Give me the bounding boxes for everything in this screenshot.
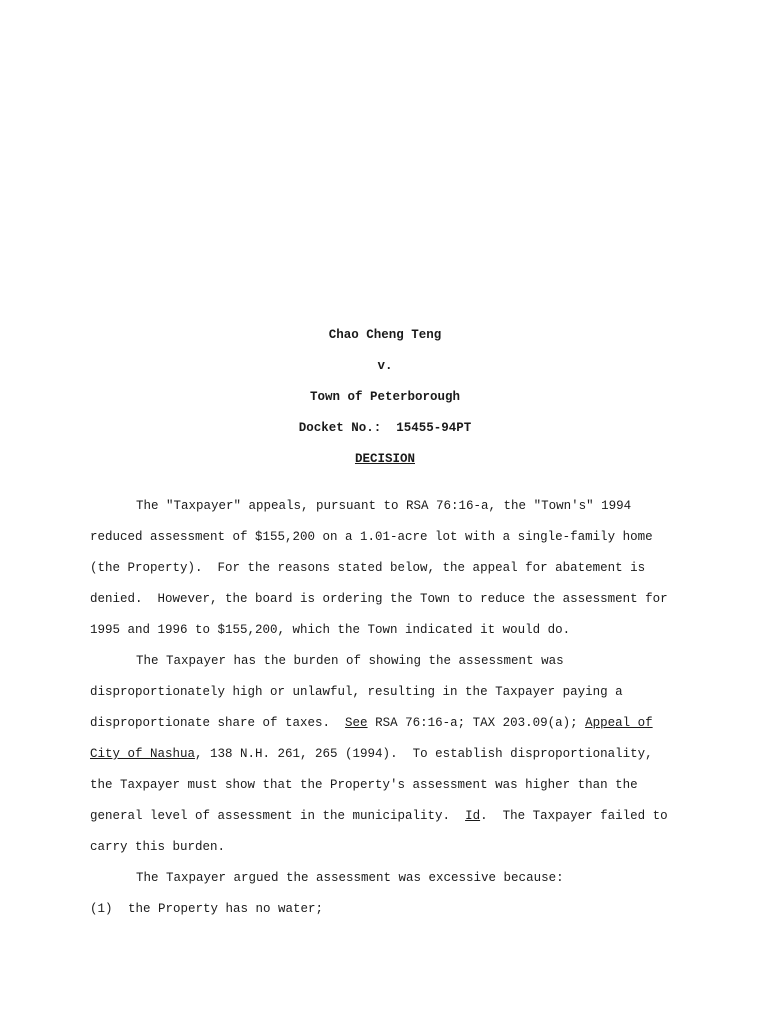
list-item-number: (1) [90,902,113,916]
paragraph-line: The "Taxpayer" appeals, pursuant to RSA 76:16-a, the "Town's" 1994 [136,499,632,513]
decision-heading: DECISION [354,452,415,466]
paragraph-line [90,746,653,762]
paragraph-line: the Taxpayer must show that the Property's assessment was higher than the [90,778,638,792]
list-item-text: the Property has no water; [128,902,324,916]
text-segment: RSA 76:16-a; TAX 203.09(a); [367,716,586,730]
citation-see: See [345,716,368,730]
citation-city: City of Nashua [90,747,196,761]
paragraph-line [90,808,668,824]
paragraph-line [90,715,653,731]
paragraph-line: denied. However, the board is ordering the Town to reduce the assessment for [90,592,668,606]
text-segment: disproportionate share of taxes. [90,716,346,730]
docket-number: Docket No.: 15455-94PT [298,421,472,435]
text-segment: , 138 N.H. 261, 265 (1994). To establish disproportionality, [195,747,653,761]
paragraph-line: The Taxpayer has the burden of showing the assessment was [136,654,564,668]
citation-id: Id [465,809,481,823]
text-segment: general level of assessment in the municipality. [90,809,466,823]
paragraph-line: reduced assessment of $155,200 on a 1.01-acre lot with a single-family home [90,530,653,544]
versus-text: v. [377,359,393,373]
petitioner-name: Chao Cheng Teng [328,328,442,342]
paragraph-line: carry this burden. [90,840,226,854]
paragraph-line: (the Property). For the reasons stated below, the appeal for abatement is [90,561,646,575]
paragraph-line: The Taxpayer argued the assessment was excessive because: [136,871,564,885]
citation-appeal: Appeal of [585,716,653,730]
paragraph-line: 1995 and 1996 to $155,200, which the Town indicated it would do. [90,623,571,637]
respondent-name: Town of Peterborough [309,390,461,404]
text-segment: . The Taxpayer failed to [480,809,668,823]
paragraph-line: disproportionately high or unlawful, resulting in the Taxpayer paying a [90,685,623,699]
